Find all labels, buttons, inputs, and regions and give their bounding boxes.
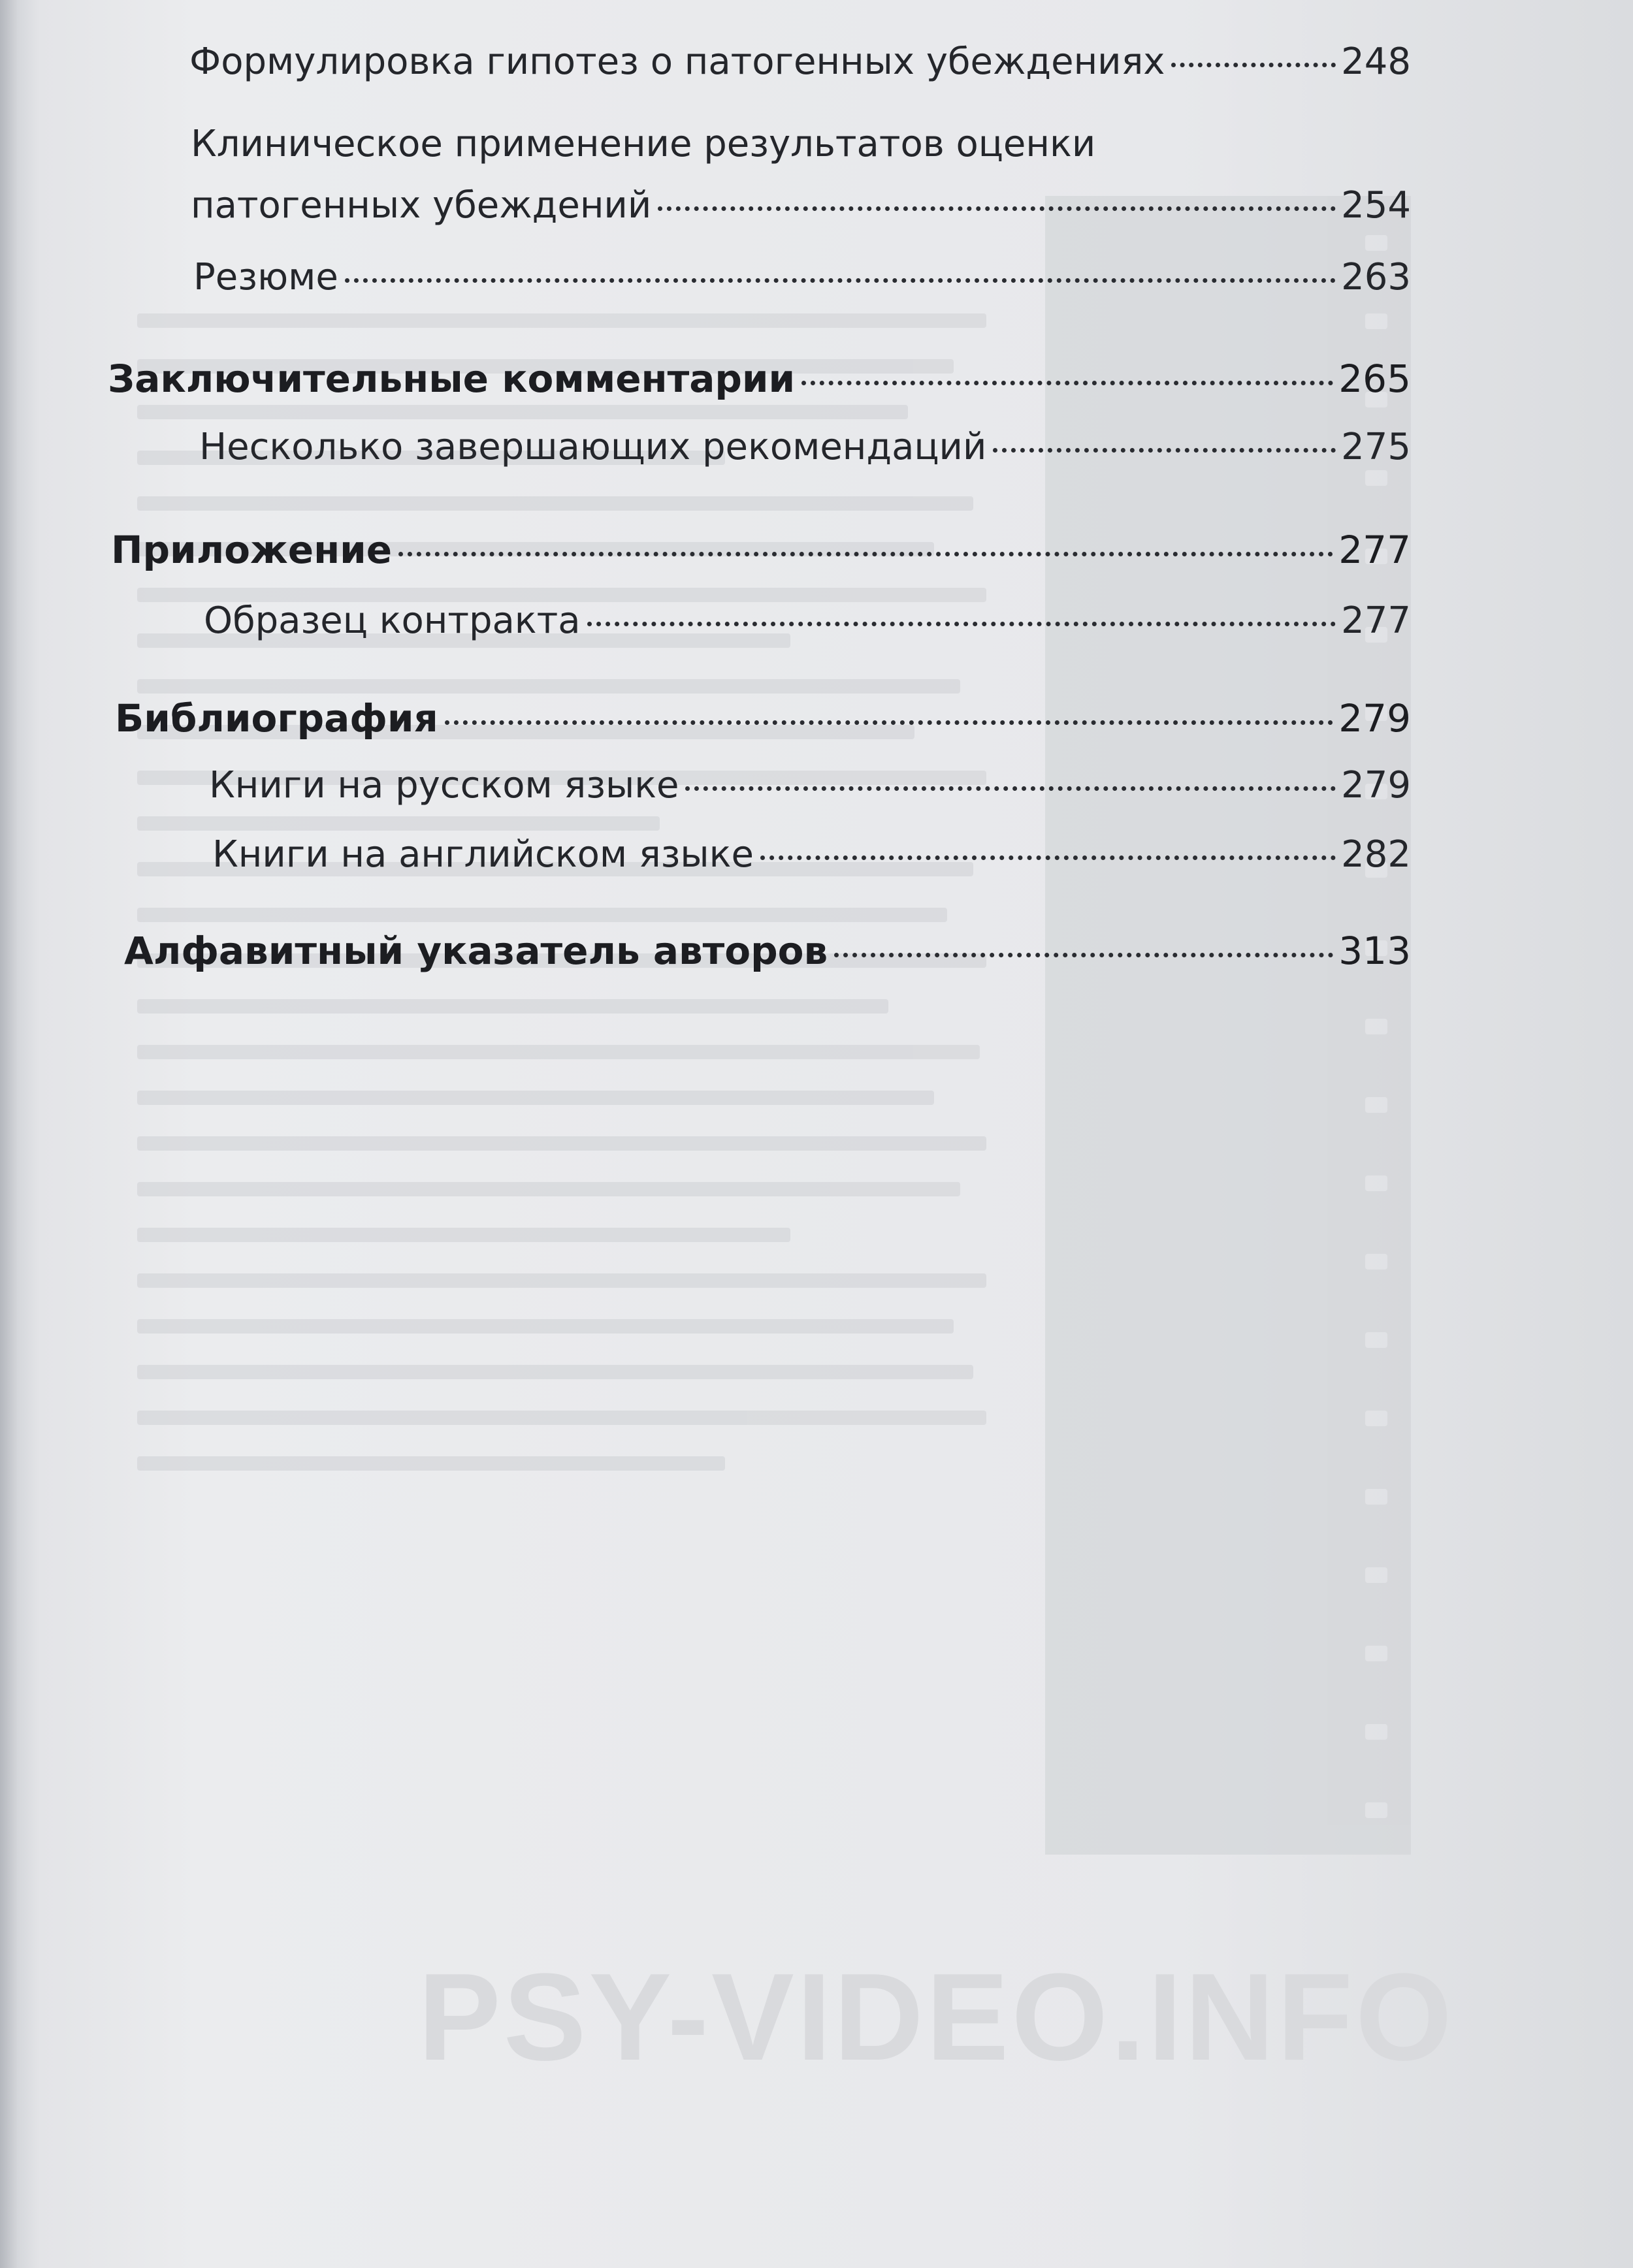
toc-leader-dots (834, 953, 1333, 957)
table-of-contents (0, 0, 1633, 1045)
toc-leader-dots (658, 206, 1336, 211)
toc-leader-dots (993, 448, 1336, 453)
toc-chapter-title: Библиография (115, 696, 438, 741)
toc-chapter-title: Заключительные комментарии (108, 357, 796, 401)
toc-entry-title: Книги на русском языке (209, 764, 679, 807)
toc-leader-dots (345, 278, 1336, 283)
toc-chapter-page: 265 (1338, 357, 1411, 401)
toc-chapter-title: Алфавитный указатель авторов (124, 929, 828, 973)
show-through-brand: PSY-VIDEO.INFO (418, 1948, 1455, 2086)
toc-leader-dots (1171, 63, 1336, 67)
toc-leader-dots (760, 855, 1336, 860)
toc-entry-page: 263 (1341, 256, 1411, 298)
toc-entry-title: Книги на английском языке (212, 833, 754, 876)
toc-entry-title: Резюме (193, 256, 338, 298)
toc-chapter-page: 313 (1338, 929, 1411, 973)
toc-entry-page: 282 (1341, 833, 1411, 876)
toc-chapter (124, 929, 1411, 973)
toc-leader-dots (445, 720, 1334, 725)
toc-entry-page: 248 (1341, 40, 1411, 83)
toc-chapter (115, 696, 1411, 741)
toc-entry-title: Формулировка гипотез о патогенных убеждениях (189, 40, 1165, 83)
toc-chapter-page: 279 (1338, 696, 1411, 741)
toc-chapter-page: 277 (1338, 528, 1411, 572)
toc-entry (193, 256, 1411, 298)
toc-chapter-title: Приложение (111, 528, 393, 572)
toc-entry-title: Образец контракта (204, 599, 581, 642)
toc-entry (199, 426, 1411, 468)
toc-leader-dots (398, 552, 1333, 556)
toc-entry (209, 764, 1411, 807)
toc-entry (204, 599, 1411, 642)
toc-leader-dots (685, 786, 1336, 791)
toc-entry-title: Несколько завершающих рекомендаций (199, 426, 987, 468)
toc-leader-dots (587, 622, 1336, 626)
toc-chapter (111, 528, 1411, 572)
toc-entry (191, 184, 1411, 227)
toc-entry-page: 275 (1341, 426, 1411, 468)
toc-entry-title: патогенных убеждений (191, 184, 652, 227)
toc-entry-page: 254 (1341, 184, 1411, 227)
toc-entry-page: 279 (1341, 764, 1411, 807)
toc-entry-page: 277 (1341, 599, 1411, 642)
toc-chapter (108, 357, 1411, 401)
toc-entry-title-line1: Клиническое применение результатов оценки (191, 123, 1096, 165)
toc-leader-dots (801, 381, 1333, 385)
toc-entry (212, 833, 1411, 876)
toc-entry (189, 40, 1411, 83)
